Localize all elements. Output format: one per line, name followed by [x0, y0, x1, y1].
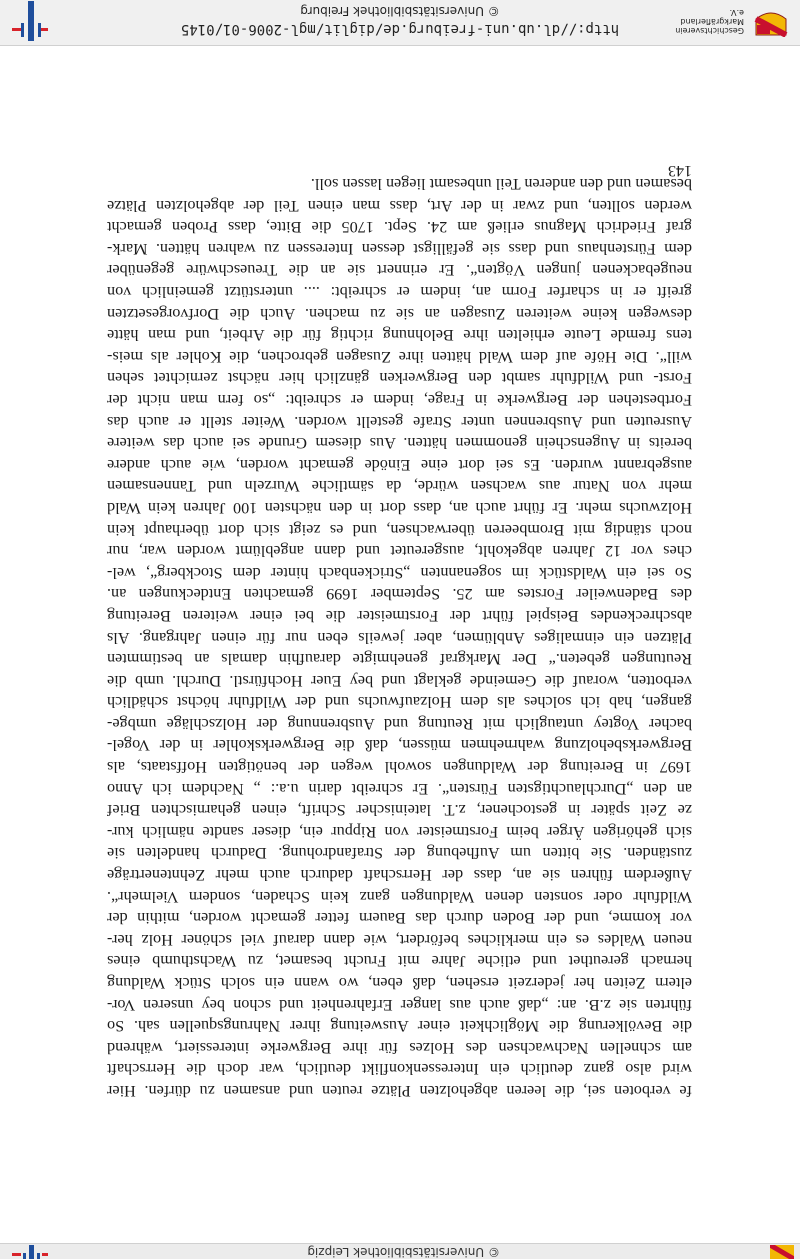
- text-line: vor komme, und der Boden durch das Bauern fetter gemacht worden, mithin der: [107, 909, 692, 928]
- text-line: wird also ganz deutlich ein Interessenkonflikt deutlich, war doch die Herrschaft: [107, 1060, 692, 1079]
- text-line: will“. Die Höfe auf dem Wald hätten ihre Zusagen gebrochen, die Kohler als meis-: [107, 347, 692, 366]
- text-line: Reutungen gebeten.“ Der Markgraf genehmigte daraufhin damals an bestimmten: [107, 650, 692, 669]
- text-line: deswegen keine weiteren Zusagen an sie zu machen. Auch die Dorfvorgesetzten: [107, 304, 692, 323]
- text-line: So sei ein Waldstück im sogenannten „Strickenbach hinter dem Stockberg“, wel-: [107, 563, 692, 582]
- text-line: Wildfuhr oder sonsten denen Waldungen ganz kein Schaden, sondern Vielmehr“.: [107, 887, 692, 906]
- text-line: tens fremde Leute erhielten ihre Belohnung richtig für die Arbeit, und man hätte: [107, 326, 692, 345]
- text-line: Forst- und Wildfuhr sambt den Bergwerken gänzlich hier nächst zernichtet sehen: [107, 369, 692, 388]
- text-line: noch ständig mit Brombeeren überwachsen, und es zeigt sich dort überhaupt kein: [107, 520, 692, 539]
- text-line: ausgebrannt wurden. Es sei dort eine Einöde gemacht worden, wie auch andere: [107, 455, 692, 474]
- society-line: Geschichtsverein: [675, 26, 744, 35]
- text-line: graf Friedrich Magnus erließ am 24. Sept. 1705 die Bitte, dass Proben gemacht: [107, 218, 692, 237]
- society-line: Markgräflerland e.V.: [680, 8, 744, 26]
- document-url[interactable]: http://dl.ub.uni-freiburg.de/diglit/mgl-2006-01/0145: [180, 21, 620, 37]
- text-line: die Bevölkerung die Möglichkeit einer Ausweitung ihrer Nahrungsquellen sah. So: [107, 1017, 692, 1036]
- text-line: ches vor 12 Jahren abgekohlt, ausgereutet und dann angeblümt worden war, nur: [107, 542, 692, 561]
- university-logo: [12, 1, 48, 41]
- text-line: neuen Waldes es ein merkliches befördert, wie dann darauf viel schöner Holz her-: [107, 930, 692, 949]
- text-line: werden sollten, und zwar in der Art, dass man einen Teil der abgeholzten Plätze: [107, 196, 692, 215]
- text-line: Holzwuchs mehr. Er führt auch an, dass dort in den nächsten 100 Jahren kein Wald: [107, 498, 692, 517]
- text-line: 1697 in Bereitung der Waldungen sowohl wegen der benötigten Hoffstaats, als: [107, 758, 692, 777]
- text-line: Ausreuten und Ausbrennen unter Strafe gestellt worden. Weiter stellt er auch das: [107, 412, 692, 431]
- text-line: mehr von Natur aus wachsen würde, da sämtliche Wurzeln und Tannensamen: [107, 477, 692, 496]
- text-line: Plätzen ein einmaliges Anblümen, aber jeweils eben nur für einen Jahrgang. Als: [107, 628, 692, 647]
- text-line: dem Fürstenhaus und dass sie gefälligst dessen Interessen zu wahren hätten. Mark-: [107, 239, 692, 258]
- top-copyright-partial: © Universitätsbibliothek Leipzig: [307, 1245, 500, 1259]
- text-line: neugebackenen jungen Vögten“. Er erinnert sie an die Treueschwüre gegenüber: [107, 261, 692, 280]
- text-line: zuständen. Sie bitten um Aufhebung der Strafandrohung. Dadurch handelten sie: [107, 844, 692, 863]
- text-line: hernach gereuthet und etliche Jahre mit Frucht besamet, zu Wachsthumb eines: [107, 952, 692, 971]
- text-line: Bergwerksbeholzung wahrnehmen müssen, daß die Bergwerkskohler in der Vogel-: [107, 736, 692, 755]
- text-line: gangen, hab ich solches als dem Holzaufwuchs und der Wildfuhr höchst schädlich: [107, 693, 692, 712]
- copyright-notice: © Universitätsbibliothek Freiburg: [300, 4, 500, 18]
- text-line: an den „Durchlauchtigsten Fürsten“. Er schreibt darin u.a.: „ Nachdem ich Anno: [107, 779, 692, 798]
- text-line: eltern Zeiten her jederzeit ersehen, daß eben, wo wann ein solch Stück Waldung: [107, 974, 692, 993]
- crest-logo: [770, 1245, 794, 1259]
- text-line: besamen und den anderen Teil unbesamt liegen lassen soll.: [310, 175, 692, 194]
- text-line: verbotten, worauf die Gemeinde geklagt und bey Euer Hochfürstl. Durchl. umb die: [107, 671, 692, 690]
- university-logo: [12, 1245, 48, 1259]
- page-number: 143: [668, 162, 692, 179]
- text-line: fe verboten sei, die leeren abgeholzten Plätze reuten und ansamen zu dürfen. Hier: [107, 1082, 692, 1100]
- text-line: bacher Vogtey untauglich mit Reutung und Ausbrennung der Holzschläge umbge-: [107, 714, 692, 733]
- text-line: ze Zeit später in gestochener, z.T. lateinischer Schrift, einen geharnischten Brief: [107, 801, 692, 820]
- text-line: bereits in Augenschein genommen hätten. Aus diesem Grunde sei auch das weitere: [107, 434, 692, 453]
- text-line: des Badenweiler Forstes am 25. September 1699 gemachten Entdeckungen an.: [107, 585, 692, 604]
- text-line: sich gehörigen Ärger beim Forstmeister von Rippur ein, dieser sandte nämlich kur-: [107, 822, 692, 841]
- body-text: [107, 172, 692, 1101]
- text-line: abschreckendes Beispiel führt der Forstmeister die bei einer weiteren Bereitung: [107, 606, 692, 625]
- text-line: führten sie z.B. an: „daß auch aus langer Erfahrenheit und schon bey unseren Vor-: [107, 995, 692, 1014]
- text-line: Fortbestehen der Bergwerke in Frage, indem er schreibt: „so fern man nicht der: [107, 391, 692, 409]
- top-header-strip: [0, 1243, 800, 1259]
- text-line: Außerdem führen sie an, dass der Herrschaft dadurch auch mehr Zehntenerträge: [107, 866, 692, 885]
- text-line: am schnellen Nachwachsen des Holzes für ihre Bergwerke interessiert, während: [107, 1038, 692, 1057]
- text-line: greift er in scharfer Form an, indem er schreibt: .... unterstützt gemeinlich von: [107, 283, 692, 302]
